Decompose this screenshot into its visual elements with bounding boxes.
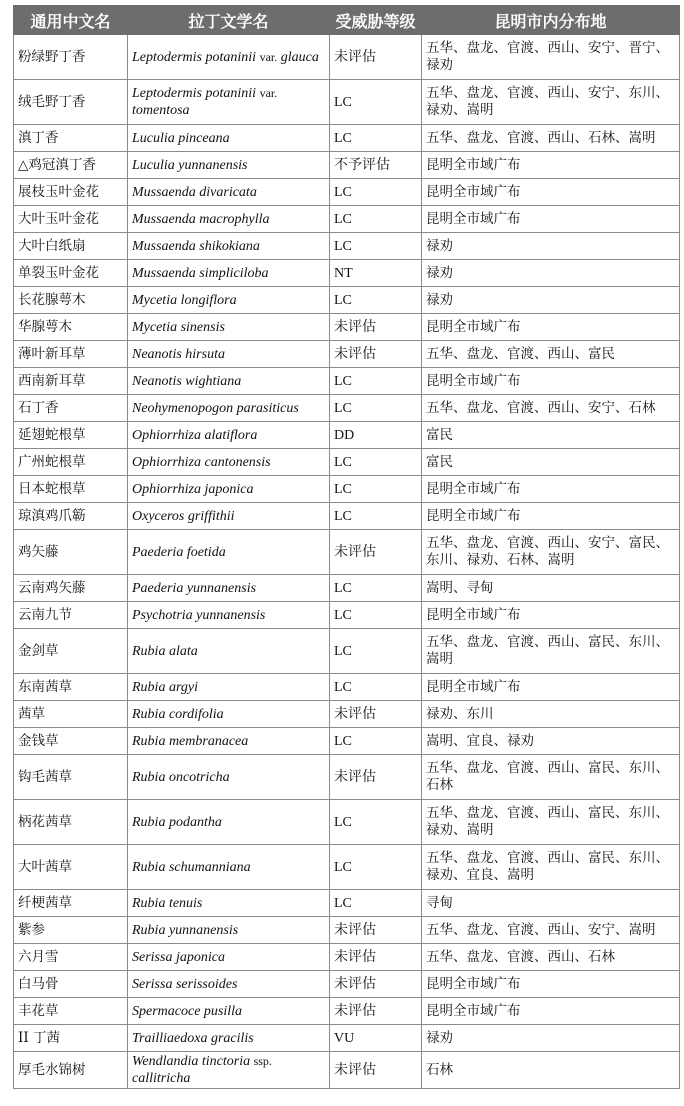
- latin-name-cell: [128, 575, 330, 602]
- latin-binomial: Paederia foetida: [132, 544, 226, 560]
- threat-level-cell: LC: [330, 629, 422, 674]
- table-row: [14, 971, 680, 998]
- latin-binomial: Rubia oncotricha: [132, 769, 230, 785]
- common-name-cell: II 丁茜: [14, 1025, 128, 1052]
- latin-binomial: Ophiorrhiza japonica: [132, 481, 254, 497]
- common-name-cell: 大叶白纸扇: [14, 233, 128, 260]
- latin-binomial: Leptodermis potaninii: [132, 86, 257, 101]
- latin-binomial: Paederia yunnanensis: [132, 580, 257, 596]
- table-row: [14, 476, 680, 503]
- table-row: [14, 728, 680, 755]
- distribution-cell: 嵩明、宜良、禄劝: [422, 728, 680, 755]
- latin-infraspecific: callitricha: [132, 1071, 191, 1086]
- species-table-container: [13, 5, 679, 1089]
- latin-name-cell: [128, 35, 330, 80]
- latin-name-cell: [128, 998, 330, 1025]
- distribution-cell: 昆明全市域广布: [422, 314, 680, 341]
- common-name-cell: 粉绿野丁香: [14, 35, 128, 80]
- common-name-cell: 单裂玉叶金花: [14, 260, 128, 287]
- threat-level-cell: LC: [330, 287, 422, 314]
- common-name-cell: 薄叶新耳草: [14, 341, 128, 368]
- threat-level-cell: 未评估: [330, 341, 422, 368]
- distribution-cell: 石林: [422, 1052, 680, 1089]
- table-row: [14, 602, 680, 629]
- table-row: [14, 395, 680, 422]
- header-threat-level: 受威胁等级: [330, 6, 422, 35]
- table-body: [14, 35, 680, 1089]
- threat-level-cell: LC: [330, 575, 422, 602]
- common-name-cell: 延翅蛇根草: [14, 422, 128, 449]
- table-row: [14, 701, 680, 728]
- common-name-cell: 茜草: [14, 701, 128, 728]
- threat-level-cell: LC: [330, 674, 422, 701]
- latin-rank: var.: [259, 49, 278, 64]
- threat-level-cell: 未评估: [330, 314, 422, 341]
- latin-binomial: Luculia yunnanensis: [132, 157, 248, 173]
- distribution-cell: 富民: [422, 422, 680, 449]
- latin-name-cell: [128, 152, 330, 179]
- latin-binomial: Serissa japonica: [132, 949, 225, 965]
- latin-binomial: Rubia tenuis: [132, 895, 203, 911]
- distribution-cell: 禄劝、东川: [422, 701, 680, 728]
- table-row: [14, 179, 680, 206]
- threat-level-cell: LC: [330, 602, 422, 629]
- threat-level-cell: LC: [330, 728, 422, 755]
- threat-level-cell: 未评估: [330, 917, 422, 944]
- distribution-cell: 昆明全市域广布: [422, 476, 680, 503]
- latin-binomial: Mussaenda shikokiana: [132, 238, 260, 254]
- common-name-cell: 展枝玉叶金花: [14, 179, 128, 206]
- common-name-cell: 纤梗茜草: [14, 890, 128, 917]
- common-name-cell: 柄花茜草: [14, 800, 128, 845]
- table-row: [14, 917, 680, 944]
- common-name-cell: 日本蛇根草: [14, 476, 128, 503]
- header-common-name: 通用中文名: [14, 6, 128, 35]
- table-row: [14, 1052, 680, 1089]
- latin-binomial: Rubia alata: [132, 643, 198, 659]
- distribution-cell: 昆明全市域广布: [422, 368, 680, 395]
- table-row: [14, 674, 680, 701]
- latin-binomial: Mussaenda simpliciloba: [132, 265, 269, 281]
- header-latin-name: 拉丁文学名: [128, 6, 330, 35]
- distribution-cell: 五华、盘龙、官渡、西山、安宁、晋宁、禄劝: [422, 35, 680, 80]
- common-name-cell: 大叶玉叶金花: [14, 206, 128, 233]
- table-row: [14, 503, 680, 530]
- latin-name-cell: [128, 755, 330, 800]
- common-name-cell: 鸡矢藤: [14, 530, 128, 575]
- threat-level-cell: LC: [330, 395, 422, 422]
- distribution-cell: 禄劝: [422, 1025, 680, 1052]
- latin-name-cell: [128, 1052, 330, 1089]
- latin-name-cell: [128, 80, 330, 125]
- common-name-cell: 丰花草: [14, 998, 128, 1025]
- threat-level-cell: 未评估: [330, 998, 422, 1025]
- latin-infraspecific: tomentosa: [132, 103, 190, 118]
- common-name-cell: 云南鸡矢藤: [14, 575, 128, 602]
- latin-name-cell: [128, 629, 330, 674]
- common-name-cell: 云南九节: [14, 602, 128, 629]
- latin-binomial: Rubia argyi: [132, 679, 198, 695]
- distribution-cell: 昆明全市域广布: [422, 674, 680, 701]
- latin-name-cell: [128, 503, 330, 530]
- table-row: [14, 800, 680, 845]
- table-row: [14, 35, 680, 80]
- latin-name-cell: [128, 890, 330, 917]
- latin-name-cell: [128, 260, 330, 287]
- common-name-cell: 金剑草: [14, 629, 128, 674]
- table-row: [14, 314, 680, 341]
- latin-name-cell: [128, 728, 330, 755]
- threat-level-cell: LC: [330, 449, 422, 476]
- table-row: [14, 1025, 680, 1052]
- latin-binomial: Rubia podantha: [132, 814, 222, 830]
- latin-binomial: Mussaenda divaricata: [132, 184, 257, 200]
- threat-level-cell: LC: [330, 845, 422, 890]
- common-name-cell: 东南茜草: [14, 674, 128, 701]
- threat-level-cell: LC: [330, 179, 422, 206]
- latin-name-cell: [128, 395, 330, 422]
- latin-name-cell: [128, 233, 330, 260]
- threat-level-cell: LC: [330, 206, 422, 233]
- common-name-cell: 厚毛水锦树: [14, 1052, 128, 1089]
- table-row: [14, 368, 680, 395]
- latin-binomial: Oxyceros griffithii: [132, 508, 235, 524]
- latin-binomial: Ophiorrhiza cantonensis: [132, 454, 271, 470]
- latin-name-cell: [128, 125, 330, 152]
- latin-binomial: Leptodermis potaninii: [132, 49, 257, 65]
- latin-binomial: Neohymenopogon parasiticus: [132, 400, 299, 416]
- common-name-cell: 六月雪: [14, 944, 128, 971]
- latin-binomial: Rubia membranacea: [132, 733, 249, 749]
- latin-name-cell: [128, 368, 330, 395]
- common-name-cell: 钩毛茜草: [14, 755, 128, 800]
- table-row: [14, 152, 680, 179]
- common-name-cell: 西南新耳草: [14, 368, 128, 395]
- threat-level-cell: LC: [330, 80, 422, 125]
- table-row: [14, 755, 680, 800]
- distribution-cell: 禄劝: [422, 260, 680, 287]
- table-row: [14, 341, 680, 368]
- latin-infraspecific: glauca: [280, 49, 319, 65]
- common-name-cell: 广州蛇根草: [14, 449, 128, 476]
- common-name-cell: 琼滇鸡爪簕: [14, 503, 128, 530]
- latin-name-cell: [128, 179, 330, 206]
- distribution-cell: 五华、盘龙、官渡、西山、富民、东川、禄劝、嵩明: [422, 800, 680, 845]
- latin-name-cell: [128, 476, 330, 503]
- common-name-cell: 石丁香: [14, 395, 128, 422]
- latin-binomial: Mussaenda macrophylla: [132, 211, 270, 227]
- common-name-cell: 白马骨: [14, 971, 128, 998]
- distribution-cell: 昆明全市域广布: [422, 206, 680, 233]
- distribution-cell: 五华、盘龙、官渡、西山、富民、东川、石林: [422, 755, 680, 800]
- distribution-cell: 五华、盘龙、官渡、西山、安宁、嵩明: [422, 917, 680, 944]
- table-row: [14, 944, 680, 971]
- common-name-cell: 华腺萼木: [14, 314, 128, 341]
- latin-name-cell: [128, 314, 330, 341]
- threat-level-cell: NT: [330, 260, 422, 287]
- latin-binomial: Mycetia longiflora: [132, 292, 237, 308]
- distribution-cell: 昆明全市域广布: [422, 179, 680, 206]
- latin-name-cell: [128, 287, 330, 314]
- distribution-cell: 寻甸: [422, 890, 680, 917]
- latin-rank: ssp.: [253, 1054, 272, 1068]
- table-row: [14, 80, 680, 125]
- common-name-cell: △鸡冠滇丁香: [14, 152, 128, 179]
- latin-binomial: Spermacoce pusilla: [132, 1003, 243, 1019]
- threat-level-cell: LC: [330, 476, 422, 503]
- threat-level-cell: 未评估: [330, 944, 422, 971]
- threat-level-cell: 未评估: [330, 971, 422, 998]
- latin-name-cell: [128, 206, 330, 233]
- threat-level-cell: LC: [330, 890, 422, 917]
- latin-name-cell: [128, 845, 330, 890]
- latin-name-cell: [128, 341, 330, 368]
- threat-level-cell: 未评估: [330, 35, 422, 80]
- distribution-cell: 禄劝: [422, 233, 680, 260]
- latin-binomial: Mycetia sinensis: [132, 319, 225, 335]
- table-row: [14, 422, 680, 449]
- distribution-cell: 昆明全市域广布: [422, 971, 680, 998]
- common-name-cell: 绒毛野丁香: [14, 80, 128, 125]
- distribution-cell: 五华、盘龙、官渡、西山、安宁、石林: [422, 395, 680, 422]
- latin-binomial: Serissa serissoides: [132, 976, 238, 992]
- table-row: [14, 629, 680, 674]
- latin-binomial: Psychotria yunnanensis: [132, 607, 266, 623]
- threat-level-cell: 不予评估: [330, 152, 422, 179]
- latin-binomial: Neanotis wightiana: [132, 373, 242, 389]
- distribution-cell: 嵩明、寻甸: [422, 575, 680, 602]
- threat-level-cell: LC: [330, 125, 422, 152]
- latin-binomial: Rubia schumanniana: [132, 859, 251, 875]
- table-row: [14, 530, 680, 575]
- distribution-cell: 昆明全市域广布: [422, 602, 680, 629]
- latin-binomial: Rubia cordifolia: [132, 706, 224, 722]
- latin-name-cell: [128, 800, 330, 845]
- latin-binomial: Neanotis hirsuta: [132, 346, 225, 362]
- latin-name-cell: [128, 674, 330, 701]
- table-row: [14, 233, 680, 260]
- distribution-cell: 禄劝: [422, 287, 680, 314]
- distribution-cell: 五华、盘龙、官渡、西山、安宁、东川、禄劝、嵩明: [422, 80, 680, 125]
- distribution-cell: 五华、盘龙、官渡、西山、富民: [422, 341, 680, 368]
- distribution-cell: 五华、盘龙、官渡、西山、富民、东川、嵩明: [422, 629, 680, 674]
- threat-level-cell: 未评估: [330, 755, 422, 800]
- latin-name-cell: [128, 530, 330, 575]
- distribution-cell: 昆明全市域广布: [422, 503, 680, 530]
- threat-level-cell: LC: [330, 368, 422, 395]
- distribution-cell: 昆明全市域广布: [422, 152, 680, 179]
- threat-level-cell: DD: [330, 422, 422, 449]
- table-row: [14, 998, 680, 1025]
- distribution-cell: 富民: [422, 449, 680, 476]
- header-distribution: 昆明市内分布地: [422, 6, 680, 35]
- latin-name-cell: [128, 602, 330, 629]
- distribution-cell: 五华、盘龙、官渡、西山、石林: [422, 944, 680, 971]
- distribution-cell: 昆明全市域广布: [422, 998, 680, 1025]
- distribution-cell: 五华、盘龙、官渡、西山、安宁、富民、东川、禄劝、石林、嵩明: [422, 530, 680, 575]
- latin-binomial: Rubia yunnanensis: [132, 922, 239, 938]
- latin-name-cell: [128, 944, 330, 971]
- common-name-cell: 长花腺萼木: [14, 287, 128, 314]
- latin-rank: var.: [259, 86, 278, 100]
- latin-binomial: Luculia pinceana: [132, 130, 230, 146]
- threat-level-cell: LC: [330, 800, 422, 845]
- table-row: [14, 125, 680, 152]
- threat-level-cell: 未评估: [330, 1052, 422, 1089]
- latin-name-cell: [128, 917, 330, 944]
- common-name-cell: 紫参: [14, 917, 128, 944]
- latin-name-cell: [128, 701, 330, 728]
- threat-level-cell: VU: [330, 1025, 422, 1052]
- latin-binomial: Ophiorrhiza alatiflora: [132, 427, 258, 443]
- table-row: [14, 206, 680, 233]
- table-row: [14, 890, 680, 917]
- threat-level-cell: LC: [330, 233, 422, 260]
- distribution-cell: 五华、盘龙、官渡、西山、石林、嵩明: [422, 125, 680, 152]
- threat-level-cell: 未评估: [330, 530, 422, 575]
- common-name-cell: 大叶茜草: [14, 845, 128, 890]
- latin-binomial: Trailliaedoxa gracilis: [132, 1030, 254, 1046]
- table-row: [14, 845, 680, 890]
- table-row: [14, 287, 680, 314]
- common-name-cell: 金钱草: [14, 728, 128, 755]
- distribution-cell: 五华、盘龙、官渡、西山、富民、东川、禄劝、宜良、嵩明: [422, 845, 680, 890]
- latin-name-cell: [128, 422, 330, 449]
- threat-level-cell: LC: [330, 503, 422, 530]
- table-row: [14, 575, 680, 602]
- threat-level-cell: 未评估: [330, 701, 422, 728]
- table-header-row: [14, 6, 680, 35]
- latin-name-cell: [128, 1025, 330, 1052]
- species-table: [13, 5, 680, 1089]
- latin-binomial: Wendlandia tinctoria: [132, 1054, 251, 1069]
- latin-name-cell: [128, 449, 330, 476]
- common-name-cell: 滇丁香: [14, 125, 128, 152]
- table-row: [14, 260, 680, 287]
- latin-name-cell: [128, 971, 330, 998]
- table-row: [14, 449, 680, 476]
